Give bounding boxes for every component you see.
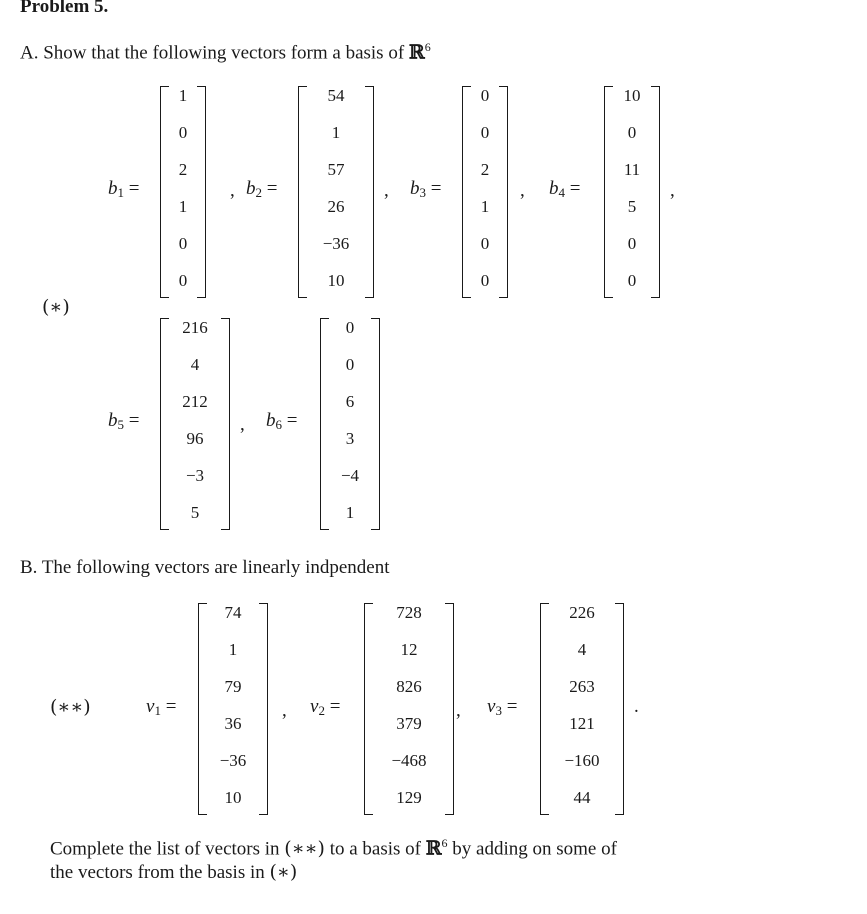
v1-vector: [198, 603, 268, 815]
part-a-text: A. Show that the following vectors form a basis of: [20, 42, 405, 64]
vector-entry: 0: [480, 271, 490, 290]
part-a-heading: [20, 40, 431, 64]
b1-label: $b_1$ =: [108, 178, 140, 200]
vector-entry: 96: [186, 429, 204, 448]
vector-entry: 728: [396, 603, 422, 622]
vector-entry: 1: [228, 640, 238, 659]
vector-entry: 0: [178, 123, 188, 142]
b3-label: $b_3$ =: [410, 178, 442, 200]
v2-vector: [364, 603, 454, 815]
vector-entry: 6: [345, 392, 355, 411]
vector-entry: −160: [564, 751, 600, 770]
vector-entry: 74: [224, 603, 242, 622]
comma: ,: [384, 180, 389, 201]
part-b-heading: B. The following vectors are linearly indpendent: [20, 557, 390, 578]
vector-entry: 4: [577, 640, 587, 659]
vector-entry: −468: [391, 751, 427, 770]
vector-entry: 0: [627, 234, 637, 253]
comma: ,: [282, 700, 287, 721]
vector-entry: 1: [331, 123, 341, 142]
vector-entry: 12: [400, 640, 418, 659]
b2-vector: [298, 86, 374, 298]
vector-entry: 10: [224, 788, 242, 807]
vector-entry: −36: [219, 751, 247, 770]
vector-entry: 2: [178, 160, 188, 179]
vector-entry: 263: [569, 677, 595, 696]
vector-entry: 11: [623, 160, 641, 179]
vector-entry: 212: [182, 392, 208, 411]
vector-entry: 0: [480, 234, 490, 253]
vector-entry: 3: [345, 429, 355, 448]
vector-entry: 226: [569, 603, 595, 622]
vector-entry: 57: [327, 160, 345, 179]
vector-entry: 1: [178, 86, 188, 105]
vector-entry: 0: [627, 123, 637, 142]
double-star-marker: (∗∗): [50, 696, 91, 718]
vector-entry: 10: [327, 271, 345, 290]
period: .: [634, 696, 639, 717]
problem-title: Problem 5.: [20, 0, 109, 17]
vector-entry: 5: [627, 197, 637, 216]
comma: ,: [670, 180, 675, 201]
vector-entry: 121: [569, 714, 595, 733]
v3-label: $v_3$ =: [487, 696, 518, 718]
vector-entry: 0: [345, 355, 355, 374]
vector-entry: 26: [327, 197, 345, 216]
vector-entry: 826: [396, 677, 422, 696]
closing-line-2: the vectors from the basis in (∗): [50, 861, 298, 883]
vector-entry: 1: [480, 197, 490, 216]
comma: ,: [456, 700, 461, 721]
vector-entry: 0: [480, 123, 490, 142]
vector-entry: 36: [224, 714, 242, 733]
v2-label: $v_2$ =: [310, 696, 341, 718]
vector-entry: 0: [178, 271, 188, 290]
closing-line-1: Complete the list of vectors in (∗∗) to a basis of ℝ$^6$ by adding on some of: [50, 836, 617, 860]
v1-label: $v_1$ =: [146, 696, 177, 718]
vector-entry: 44: [573, 788, 591, 807]
vector-entry: −4: [340, 466, 360, 485]
b2-label: $b_2$ =: [246, 178, 278, 200]
vector-entry: 0: [178, 234, 188, 253]
space-symbol: ℝ: [408, 41, 425, 64]
comma: ,: [520, 180, 525, 201]
vector-entry: 0: [627, 271, 637, 290]
b5-label: $b_5$ =: [108, 410, 140, 432]
vector-entry: 1: [178, 197, 188, 216]
v3-vector: [540, 603, 624, 815]
b5-vector: [160, 318, 230, 530]
comma: ,: [240, 414, 245, 435]
b4-label: $b_4$ =: [549, 178, 581, 200]
b1-vector: [160, 86, 206, 298]
vector-entry: 1: [345, 503, 355, 522]
vector-entry: 216: [182, 318, 208, 337]
vector-entry: 54: [327, 86, 345, 105]
b6-label: $b_6$ =: [266, 410, 298, 432]
vector-entry: 0: [345, 318, 355, 337]
vector-entry: −3: [185, 466, 205, 485]
vector-entry: 129: [396, 788, 422, 807]
vector-entry: 4: [190, 355, 200, 374]
vector-entry: 10: [623, 86, 641, 105]
vector-entry: 5: [190, 503, 200, 522]
space-exponent: 6: [424, 40, 431, 54]
vector-entry: 0: [480, 86, 490, 105]
b6-vector: [320, 318, 380, 530]
star-marker: (∗): [42, 296, 70, 318]
b3-vector: [462, 86, 508, 298]
vector-entry: 2: [480, 160, 490, 179]
b4-vector: [604, 86, 660, 298]
vector-entry: 379: [396, 714, 422, 733]
vector-entry: −36: [322, 234, 350, 253]
vector-entry: 79: [224, 677, 242, 696]
comma: ,: [230, 180, 235, 201]
